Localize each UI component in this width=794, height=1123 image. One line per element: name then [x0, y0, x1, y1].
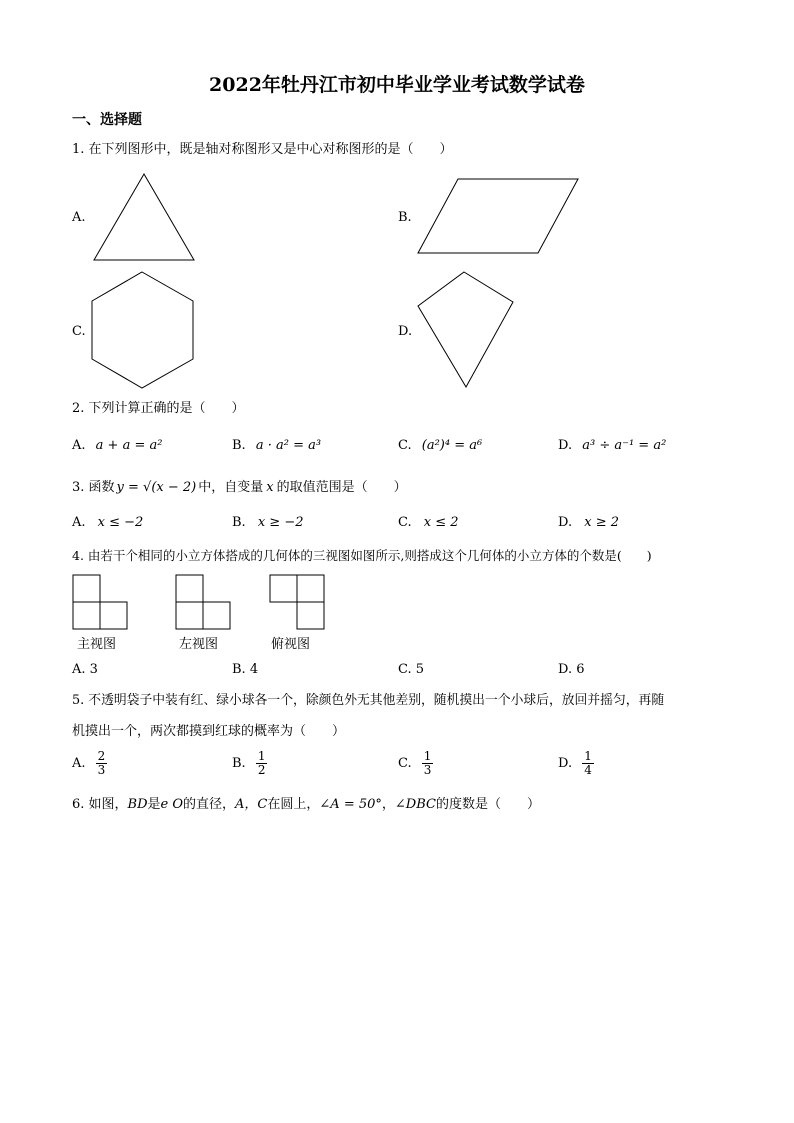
- q2-stem: 2. 下列计算正确的是（ ）: [72, 401, 245, 416]
- q5-option-b-den: 2: [257, 763, 266, 777]
- q5-option-d-den: 4: [584, 763, 592, 777]
- q6-stem-mid4: ，: [381, 797, 395, 812]
- q1-option-c: C.: [72, 324, 86, 339]
- q5-option-c-label: C.: [398, 756, 412, 771]
- q5-option-d-label: D.: [558, 756, 573, 771]
- left-view-icon: [175, 574, 231, 630]
- left-view-label: 左视图: [179, 637, 219, 652]
- q2-option-b: [232, 438, 321, 453]
- q6-stem-mid2: 的直径，: [183, 797, 236, 812]
- q2-option-c-label: C.: [398, 438, 412, 453]
- q2-option-d-label: D.: [558, 438, 573, 453]
- q3-option-d-label: D.: [558, 515, 573, 530]
- q1-option-b: B.: [398, 210, 412, 225]
- q5-stem-line2: 机摸出一个，两次都摸到红球的概率为（ ）: [72, 724, 346, 739]
- q6-stem-mid3: 在圆上，: [267, 797, 320, 812]
- q6-angle-dbc: ∠DBC: [394, 797, 436, 812]
- q3-option-a-label: A.: [72, 515, 86, 530]
- q5-option-a: [72, 750, 107, 777]
- q2-option-a-expr: a + a = a²: [95, 438, 163, 453]
- q3-stem-post: 中，自变量: [198, 480, 264, 495]
- q5-option-c-den: 3: [423, 763, 432, 777]
- q5-option-b-fraction: [256, 750, 268, 777]
- q6-stem-mid1: 是: [147, 797, 161, 812]
- q1-option-a: A.: [72, 210, 86, 225]
- q4-option-a-label: A.: [72, 662, 86, 677]
- q6-ac: A，C: [235, 797, 268, 812]
- q2-option-a-label: A.: [72, 438, 86, 453]
- q5-option-d: [558, 750, 594, 777]
- q5-option-b-label: B.: [232, 756, 246, 771]
- q4-stem: 4. 由若干个相同的小立方体搭成的几何体的三视图如图所示,则搭成这个几何体的小立方体的个数是( ): [72, 548, 652, 563]
- q6-stem-end: 的度数是（ ）: [435, 797, 540, 812]
- q4-option-c-value: 5: [415, 662, 425, 677]
- q5-option-c: [398, 750, 433, 777]
- q3-option-b-expr: x ≥ −2: [257, 515, 304, 530]
- q5-option-a-label: A.: [72, 756, 86, 771]
- q4-option-a-value: 3: [89, 662, 98, 677]
- q2-option-b-expr: a · a² = a³: [255, 438, 322, 453]
- q4-option-a: [72, 662, 98, 677]
- q3-option-a: [72, 515, 143, 530]
- q2-option-d: [558, 438, 666, 453]
- q3-stem-pre: 3. 函数: [72, 480, 115, 495]
- q5-option-a-num: 2: [97, 749, 106, 763]
- q3-option-b-label: B.: [232, 515, 246, 530]
- q3-function-expr: y = √(x − 2): [116, 480, 197, 495]
- q2-option-c-expr: (a²)⁴ = a⁶: [421, 438, 483, 453]
- q1-option-d: D.: [398, 324, 413, 339]
- q4-option-d-value: 6: [576, 662, 585, 677]
- q6-stem: [72, 796, 540, 814]
- q3-option-d: [558, 515, 619, 530]
- kite-icon: [416, 270, 516, 390]
- q6-circle: e O: [160, 797, 184, 812]
- triangle-icon: [92, 172, 198, 264]
- q3-option-b: [232, 515, 303, 530]
- q5-option-c-fraction: [422, 750, 434, 777]
- q4-option-b-value: 4: [249, 662, 259, 677]
- q6-angle-a: ∠A = 50°: [319, 797, 382, 812]
- q5-option-a-fraction: [96, 750, 108, 777]
- q5-stem-line1: 5. 不透明袋子中装有红、绿小球各一个，除颜色外无其他差别，随机摸出一个小球后，放回并摇匀，再随: [72, 693, 665, 708]
- top-view-icon: [269, 574, 325, 630]
- q4-option-b-label: B.: [232, 662, 246, 677]
- q6-stem-pre: 6. 如图，: [72, 797, 128, 812]
- q2-option-a: [72, 438, 162, 453]
- q5-option-d-num: 1: [584, 749, 592, 763]
- front-view-icon: [72, 574, 128, 630]
- q3-stem: [72, 479, 407, 497]
- q4-option-d-label: D.: [558, 662, 573, 677]
- q2-option-b-label: B.: [232, 438, 246, 453]
- q1-stem: 1. 在下列图形中，既是轴对称图形又是中心对称图形的是（ ）: [72, 142, 453, 157]
- q5-option-b: [232, 750, 267, 777]
- top-view-label: 俯视图: [271, 637, 311, 652]
- q3-option-d-expr: x ≥ 2: [584, 515, 619, 530]
- q6-bd: BD: [127, 797, 148, 812]
- q3-option-c-label: C.: [398, 515, 412, 530]
- q3-option-a-expr: x ≤ −2: [97, 515, 144, 530]
- hexagon-icon: [90, 270, 196, 390]
- page-title: 2022年牡丹江市初中毕业学业考试数学试卷: [209, 74, 585, 96]
- q5-option-d-fraction: [582, 750, 594, 777]
- parallelogram-icon: [416, 177, 580, 255]
- q4-option-c: [398, 662, 424, 677]
- q2-option-d-expr: a³ ÷ a⁻¹ = a²: [582, 438, 667, 453]
- q4-option-b: [232, 662, 258, 677]
- q2-option-c: [398, 438, 482, 453]
- q5-option-b-num: 1: [257, 749, 266, 763]
- q3-variable: x: [266, 480, 274, 495]
- front-view-label: 主视图: [77, 637, 117, 652]
- q4-option-c-label: C.: [398, 662, 412, 677]
- q5-option-c-num: 1: [423, 749, 432, 763]
- q5-option-a-den: 3: [97, 763, 106, 777]
- section-heading: 一、选择题: [72, 112, 142, 128]
- q3-stem-end: 的取值范围是（ ）: [276, 480, 407, 495]
- q3-option-c: [398, 515, 459, 530]
- q4-option-d: [558, 662, 585, 677]
- q3-option-c-expr: x ≤ 2: [423, 515, 459, 530]
